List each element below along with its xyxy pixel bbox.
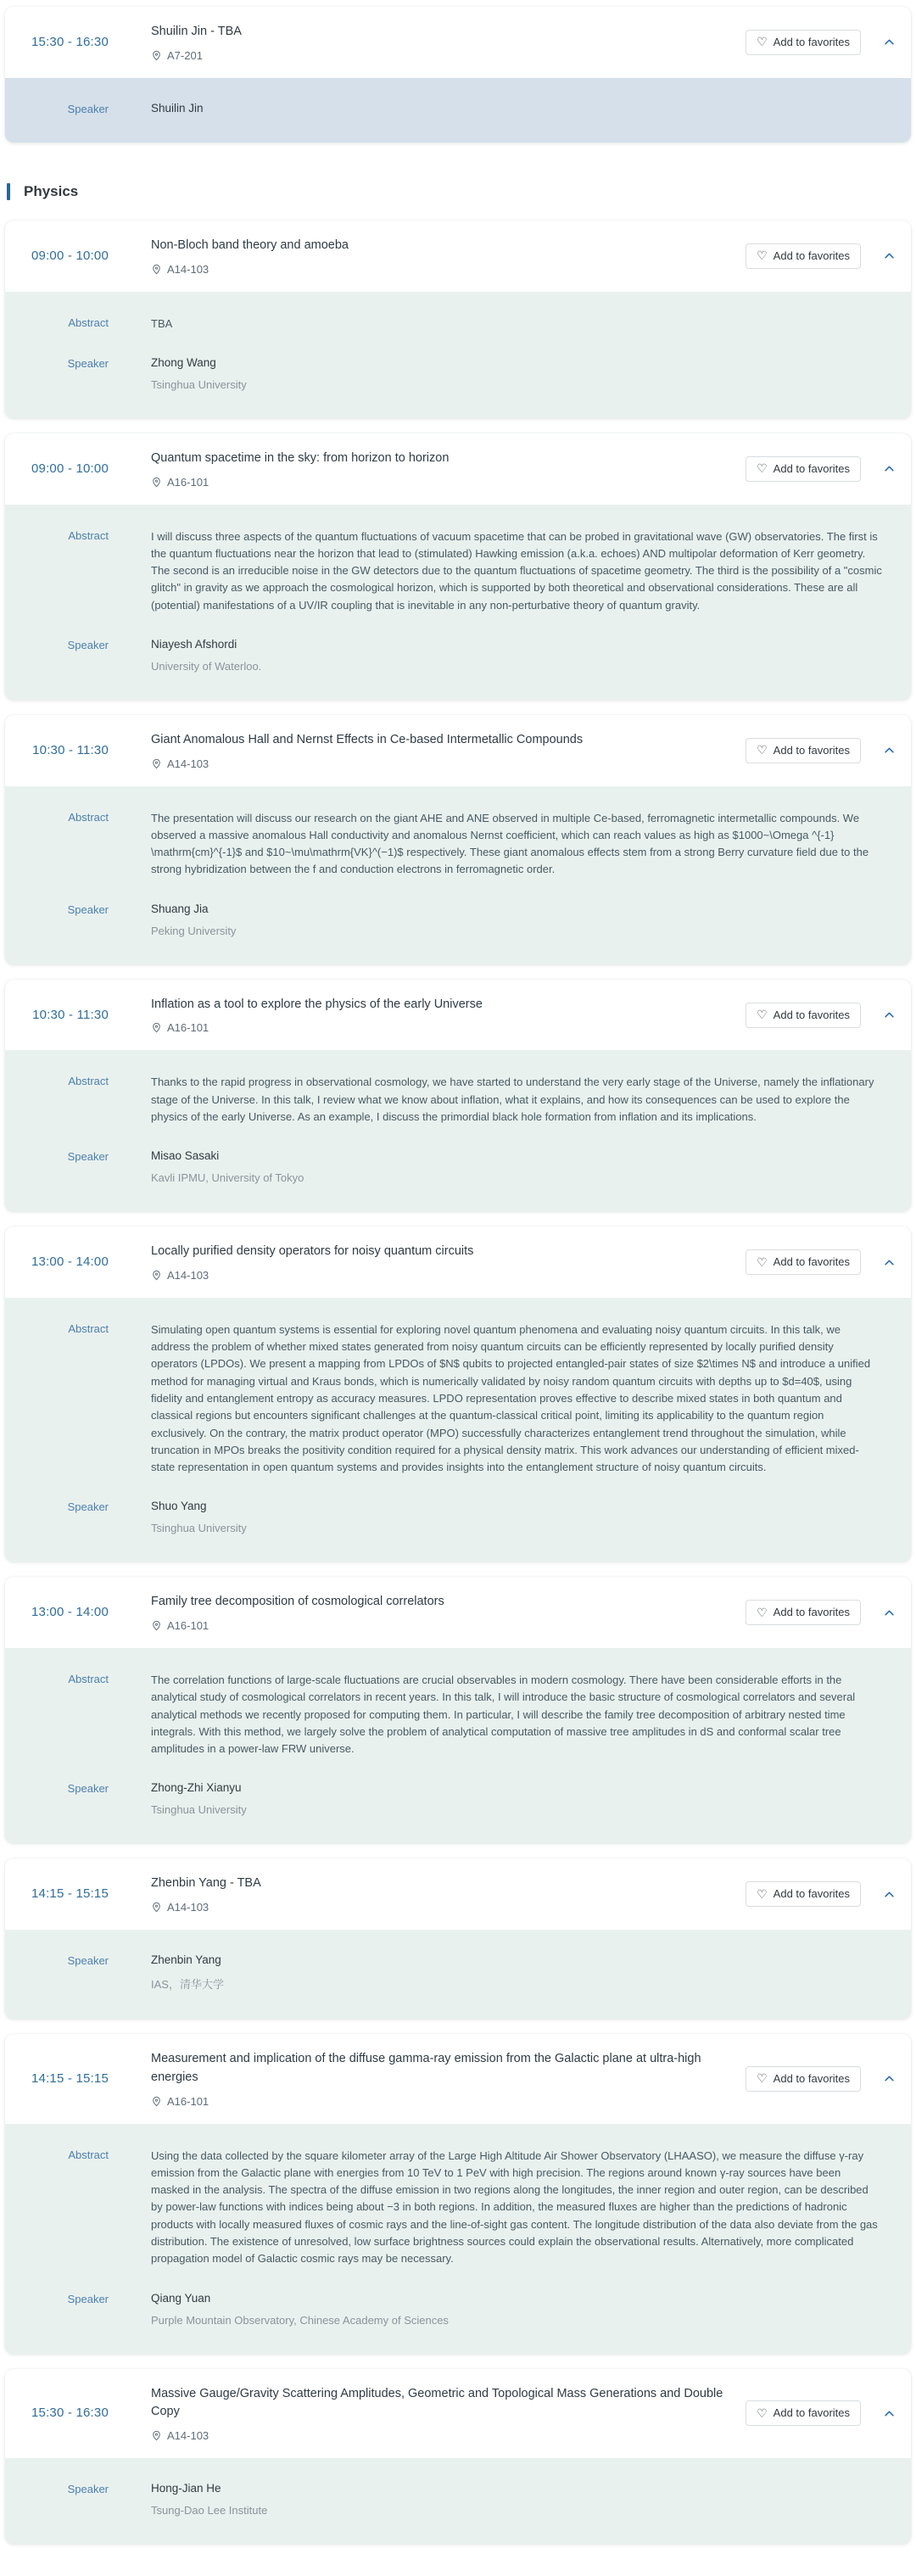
session-location: A7-201 bbox=[167, 48, 203, 62]
session-card bbox=[5, 1858, 911, 2019]
abstract-label: Abstract bbox=[68, 2148, 109, 2161]
add-to-favorites-button[interactable] bbox=[746, 30, 861, 55]
speaker-label: Speaker bbox=[67, 1782, 109, 1796]
speaker-name: Shuo Yang bbox=[151, 1500, 207, 1513]
expanded-section bbox=[5, 786, 911, 964]
location-pin-icon bbox=[151, 2430, 162, 2441]
abstract-row bbox=[5, 528, 911, 614]
location-pin-icon bbox=[151, 50, 162, 61]
session-title: Non-Bloch band theory and amoeba bbox=[151, 237, 349, 252]
abstract-row bbox=[5, 1672, 911, 1757]
add-to-favorites-button[interactable] bbox=[746, 1249, 861, 1275]
speaker-label: Speaker bbox=[67, 1500, 109, 1514]
session-card-header bbox=[5, 980, 911, 1051]
add-to-favorites-button[interactable] bbox=[746, 1600, 861, 1625]
chevron-up-icon[interactable] bbox=[883, 2407, 896, 2420]
session-time: 13:00 - 14:00 bbox=[31, 1605, 109, 1620]
session-card-header bbox=[5, 1577, 911, 1648]
session-card bbox=[5, 7, 911, 142]
session-card bbox=[5, 715, 911, 964]
favorites-label: Add to favorites bbox=[773, 35, 850, 48]
abstract-text: TBA bbox=[151, 316, 173, 330]
abstract-row bbox=[5, 810, 911, 879]
session-card-header bbox=[5, 715, 911, 786]
speaker-label: Speaker bbox=[67, 2292, 109, 2305]
session-title: Inflation as a tool to explore the physics of the early Universe bbox=[151, 997, 483, 1011]
session-title: Family tree decomposition of cosmological correlators bbox=[151, 1595, 444, 1609]
abstract-row bbox=[5, 1074, 911, 1126]
section-title: Physics bbox=[24, 182, 79, 199]
session-time: 10:30 - 11:30 bbox=[32, 1007, 109, 1022]
speaker-row bbox=[5, 1149, 911, 1184]
expanded-section bbox=[5, 1298, 911, 1562]
abstract-row bbox=[5, 1322, 911, 1476]
add-to-favorites-button[interactable] bbox=[746, 2066, 861, 2092]
session-time: 10:30 - 11:30 bbox=[32, 742, 109, 757]
session-location: A14-103 bbox=[167, 1901, 209, 1914]
speaker-row bbox=[5, 902, 911, 937]
session-card bbox=[5, 433, 911, 700]
speaker-row bbox=[5, 2292, 911, 2327]
session-title: Measurement and implication of the diffuse gamma-ray emission from the Galactic plane at ultra-high energies bbox=[151, 2052, 701, 2084]
heart-icon: ♡ bbox=[757, 2071, 768, 2086]
expanded-section bbox=[5, 1648, 911, 1843]
favorites-label: Add to favorites bbox=[773, 2071, 850, 2085]
location-pin-icon bbox=[151, 758, 162, 769]
favorites-label: Add to favorites bbox=[773, 249, 850, 262]
speaker-affiliation: Kavli IPMU, University of Tokyo bbox=[151, 1171, 304, 1185]
chevron-up-icon[interactable] bbox=[883, 36, 896, 48]
session-card bbox=[5, 2034, 911, 2353]
expanded-section bbox=[5, 78, 911, 142]
speaker-name: Hong-Jian He bbox=[151, 2482, 221, 2495]
speaker-row bbox=[5, 102, 911, 115]
session-card bbox=[5, 980, 911, 1212]
speaker-affiliation: Tsung-Dao Lee Institute bbox=[151, 2504, 268, 2517]
favorites-label: Add to favorites bbox=[773, 1606, 850, 1619]
add-to-favorites-button[interactable] bbox=[746, 243, 861, 269]
session-title: Locally purified density operators for noisy quantum circuits bbox=[151, 1244, 474, 1259]
session-title: Massive Gauge/Gravity Scattering Amplitudes, Geometric and Topological Mass Generations and Double Copy bbox=[151, 2386, 723, 2419]
session-time: 14:15 - 15:15 bbox=[31, 1886, 109, 1902]
heart-icon: ♡ bbox=[757, 1254, 768, 1269]
session-card-header bbox=[5, 2034, 911, 2124]
add-to-favorites-button[interactable] bbox=[746, 1003, 861, 1028]
favorites-label: Add to favorites bbox=[773, 2406, 850, 2420]
session-time: 15:30 - 16:30 bbox=[31, 34, 109, 49]
favorites-label: Add to favorites bbox=[773, 1255, 850, 1269]
abstract-text: The presentation will discuss our research on the giant AHE and ANE observed in multiple Ce-based, ferromagnetic intermetallic compounds. We observed a massive anomalous Hall conductivity and anomalous Nernst coefficient, which can reach values as high as $1000~\Omega ^{-1} \mathrm{cm}^{-1}$ and $10~\mu\mathrm{VK}^(−1)$ respectively. These giant anomalous effects stem from a strong Berry curvature field due to the strong hybridization between the f and conduction electrons in ferromagnetic order. bbox=[151, 811, 869, 876]
abstract-text: The correlation functions of large-scale fluctuations are crucial observables in modern cosmology. There have been considerable efforts in the analytical study of cosmological correlators in recent years. In this talk, I will introduce the basic structure of cosmological correlators and several analytical methods we recently proposed for computing them. In particular, I will describe the family tree decomposition of arbitrary nested time integrals. With this method, we largely solve the problem of analytical computation of massive tree amplitudes in dS and conformal scalar tree amplitudes in a power-law FRW universe. bbox=[151, 1674, 856, 1756]
session-location: A16-101 bbox=[167, 475, 209, 489]
heart-icon: ♡ bbox=[757, 1008, 768, 1022]
heart-icon: ♡ bbox=[757, 743, 768, 757]
abstract-label: Abstract bbox=[68, 528, 109, 542]
add-to-favorites-button[interactable] bbox=[746, 738, 861, 763]
speaker-affiliation: University of Waterloo. bbox=[151, 659, 262, 673]
session-location: A14-103 bbox=[167, 262, 209, 276]
session-card-header bbox=[5, 1858, 911, 1930]
session-card-header bbox=[5, 1227, 911, 1298]
schedule-page bbox=[5, 7, 911, 2544]
session-card-header bbox=[5, 2369, 911, 2459]
speaker-label: Speaker bbox=[67, 902, 109, 916]
abstract-label: Abstract bbox=[68, 1673, 109, 1686]
expanded-section bbox=[5, 1930, 911, 2019]
speaker-affiliation: Tsinghua University bbox=[151, 377, 247, 391]
chevron-up-icon[interactable] bbox=[883, 744, 896, 757]
section-header bbox=[5, 183, 911, 200]
session-card-header bbox=[5, 221, 911, 292]
abstract-text: Thanks to the rapid progress in observational cosmology, we have started to understand the very early stage of the Universe, namely the inflationary stage of the Universe. In this talk, I review what we know about inflation, what it explains, and how its consequences can be used to explore the physics of the early Universe. As an example, I discuss the primordial black hole formation from inflation and its implications. bbox=[151, 1076, 874, 1123]
session-time: 13:00 - 14:00 bbox=[31, 1254, 109, 1270]
add-to-favorites-button[interactable] bbox=[746, 1881, 861, 1907]
session-title: Shuilin Jin - TBA bbox=[151, 25, 242, 38]
session-time: 09:00 - 10:00 bbox=[31, 248, 109, 263]
location-pin-icon bbox=[151, 1270, 162, 1281]
heart-icon: ♡ bbox=[757, 1886, 768, 1901]
speaker-name: Shuilin Jin bbox=[151, 101, 204, 115]
speaker-name: Qiang Yuan bbox=[151, 2291, 211, 2305]
favorites-label: Add to favorites bbox=[773, 1008, 850, 1021]
location-pin-icon bbox=[151, 2096, 162, 2107]
session-card bbox=[5, 1577, 911, 1843]
session-location: A14-103 bbox=[167, 1268, 209, 1282]
heart-icon: ♡ bbox=[757, 2406, 768, 2420]
chevron-up-icon[interactable] bbox=[883, 2072, 896, 2085]
speaker-affiliation: Peking University bbox=[151, 924, 237, 937]
chevron-up-icon[interactable] bbox=[883, 462, 896, 475]
speaker-affiliation: Purple Mountain Observatory, Chinese Academy of Sciences bbox=[151, 2313, 449, 2327]
expanded-section bbox=[5, 2124, 911, 2354]
heart-icon: ♡ bbox=[757, 35, 768, 49]
expanded-section bbox=[5, 2458, 911, 2544]
location-pin-icon bbox=[151, 264, 162, 275]
location-pin-icon bbox=[151, 1620, 162, 1631]
expanded-section bbox=[5, 505, 911, 700]
abstract-text: Using the data collected by the square kilometer array of the Large High Altitude Air Shower Observatory (LHAASO), we measure the diffuse γ-ray emission from the Galactic plane with energies from 10 TeV to 1 PeV with high precision. The regions around known γ-ray sources have been masked in the analysis. The spectra of the diffuse emission in two regions along the longitudes, the inner region and outer region, can be described by power-law functions with indices being about −3 in both regions. In addition, the measured fluxes are higher than the predictions of hadronic products with locally measured fluxes of cosmic rays and the line-of-sight gas content. The longitude distribution of the data also deviate from the gas distribution. The existence of unresolved, low surface brightness sources could explain the observational results. Alternatively, more complicated propagation model of Galactic cosmic rays may be necessary. bbox=[151, 2149, 878, 2266]
speaker-label: Speaker bbox=[67, 102, 109, 115]
favorites-label: Add to favorites bbox=[773, 743, 850, 757]
speaker-name: Misao Sasaki bbox=[151, 1149, 220, 1163]
session-time: 09:00 - 10:00 bbox=[31, 461, 109, 476]
add-to-favorites-button[interactable] bbox=[746, 456, 861, 482]
speaker-row bbox=[5, 638, 911, 673]
speaker-name: Zhong Wang bbox=[151, 355, 216, 369]
session-time: 15:30 - 16:30 bbox=[31, 2406, 109, 2421]
speaker-label: Speaker bbox=[67, 638, 109, 651]
chevron-up-icon[interactable] bbox=[883, 1009, 896, 1021]
location-pin-icon bbox=[151, 1022, 162, 1033]
heart-icon: ♡ bbox=[757, 1605, 768, 1619]
heart-icon: ♡ bbox=[757, 461, 768, 476]
heart-icon: ♡ bbox=[757, 249, 768, 263]
speaker-row bbox=[5, 356, 911, 391]
abstract-row bbox=[5, 316, 911, 332]
location-pin-icon bbox=[151, 1902, 162, 1913]
session-card bbox=[5, 1227, 911, 1562]
speaker-name: Zhenbin Yang bbox=[151, 1953, 221, 1967]
session-card bbox=[5, 221, 911, 418]
session-title: Quantum spacetime in the sky: from horizon to horizon bbox=[151, 450, 450, 465]
speaker-label: Speaker bbox=[67, 356, 109, 370]
location-pin-icon bbox=[151, 477, 162, 488]
speaker-row bbox=[5, 1500, 911, 1534]
speaker-label: Speaker bbox=[67, 1954, 109, 1968]
abstract-text: Simulating open quantum systems is essential for exploring novel quantum phenomena and evaluating noisy quantum circuits. In this talk, we address the problem of whether mixed states generated from noisy quantum circuits can be efficiently represented by locally purified density operators (LPDOs). We present a mapping from LPDOs of $N$ qubits to projected entangled-pair states of size $2\times N$ and introduce a unified method for managing virtual and Kraus bonds, which is numerically validated by noisy random quantum circuits with depths up to $d=40$, using fidelity and entanglement entropy as accuracy measures. LPDO representation proves effective to describe mixed states in both quantum and classical regions but encounters significant challenges at the quantum-classical critical point, limiting its applicability to the quantum region exclusively. On the contrary, the matrix product operator (MPO) successfully characterizes entanglement trend throughout the simulation, while truncation in MPOs breaks the positivity condition required for a physical density matrix. This work advances our understanding of efficient mixed-state representation in open quantum systems and provides insights into the entanglement structure of noisy quantum circuits. bbox=[151, 1322, 871, 1474]
speaker-name: Niayesh Afshordi bbox=[151, 637, 237, 651]
expanded-section bbox=[5, 292, 911, 418]
speaker-row bbox=[5, 1953, 911, 1992]
session-location: A16-101 bbox=[167, 1021, 209, 1035]
expanded-section bbox=[5, 1050, 911, 1211]
speaker-affiliation: Tsinghua University bbox=[151, 1522, 247, 1535]
session-card-header bbox=[5, 433, 911, 505]
favorites-label: Add to favorites bbox=[773, 461, 850, 475]
abstract-label: Abstract bbox=[68, 1075, 109, 1088]
speaker-name: Zhong-Zhi Xianyu bbox=[151, 1781, 242, 1795]
speaker-name: Shuang Jia bbox=[151, 902, 209, 915]
abstract-row bbox=[5, 2148, 911, 2268]
session-card-header bbox=[5, 7, 911, 78]
section-accent-bar bbox=[7, 183, 10, 200]
session-title: Zhenbin Yang - TBA bbox=[151, 1876, 261, 1891]
speaker-row bbox=[5, 1781, 911, 1816]
abstract-text: I will discuss three aspects of the quantum fluctuations of vacuum spacetime that can be probed in gravitational wave (GW) observatories. The first is the quantum fluctuations near the horizon that lead to (stimulated) Hawking emission (a.k.a. echoes) AND multipolar deformation of Kerr geometry. The second is an irreducible noise in the GW detectors due to the quantum fluctuations of spacetime geometry. The third is the possibility of a "cosmic glitch" in gravity as we approach the cosmological horizon, which is supported by both theoretical and observational considerations. These are all (potential) manifestations of a UV/IR coupling that is inevitable in any non-perturbative theory of quantum gravity. bbox=[151, 529, 882, 612]
speaker-label: Speaker bbox=[67, 1150, 109, 1164]
session-location: A14-103 bbox=[167, 2429, 209, 2443]
speaker-affiliation: Tsinghua University bbox=[151, 1803, 247, 1817]
speaker-row bbox=[5, 2482, 911, 2517]
abstract-label: Abstract bbox=[68, 810, 109, 824]
favorites-label: Add to favorites bbox=[773, 1887, 850, 1901]
session-title: Giant Anomalous Hall and Nernst Effects in Ce-based Intermetallic Compounds bbox=[151, 732, 584, 746]
abstract-label: Abstract bbox=[68, 1322, 109, 1335]
session-location: A16-101 bbox=[167, 1619, 209, 1633]
chevron-up-icon[interactable] bbox=[883, 1607, 896, 1619]
session-location: A16-101 bbox=[167, 2094, 209, 2108]
session-card bbox=[5, 2369, 911, 2545]
session-location: A14-103 bbox=[167, 757, 209, 770]
chevron-up-icon[interactable] bbox=[883, 1888, 896, 1901]
abstract-label: Abstract bbox=[68, 316, 109, 329]
speaker-affiliation: IAS，清华大学 bbox=[151, 1978, 224, 1992]
speaker-label: Speaker bbox=[67, 2483, 109, 2496]
session-time: 14:15 - 15:15 bbox=[31, 2070, 109, 2086]
chevron-up-icon[interactable] bbox=[883, 249, 896, 262]
add-to-favorites-button[interactable] bbox=[746, 2400, 861, 2426]
chevron-up-icon[interactable] bbox=[883, 1256, 896, 1269]
